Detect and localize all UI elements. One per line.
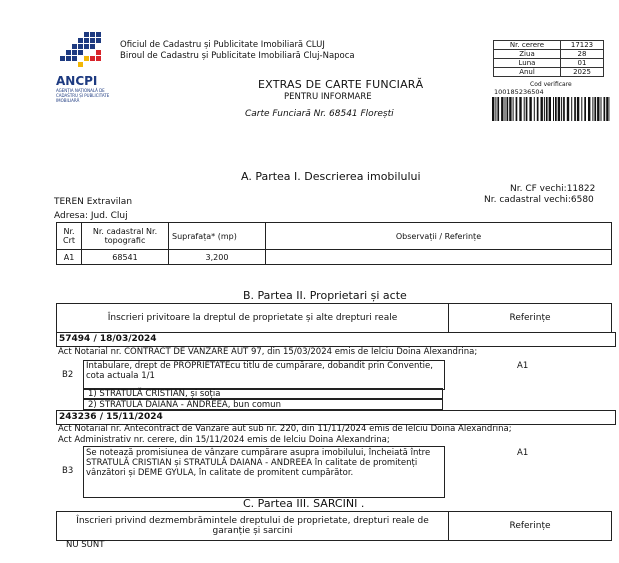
registration-1: 57494 / 18/03/2024 xyxy=(56,332,616,347)
table-row xyxy=(57,250,612,265)
barcode-icon xyxy=(492,97,610,121)
cf-line: Carte Funciară Nr. 68541 Florești xyxy=(245,109,394,119)
cell-crt: A1 xyxy=(57,250,82,265)
office-line-2: Biroul de Cadastru și Publicitate Imobiliară Cluj-Napoca xyxy=(120,51,355,61)
document-subtitle: PENTRU INFORMARE xyxy=(284,92,372,102)
cadastral-vechi: Nr. cadastral vechi:6580 xyxy=(484,195,594,205)
cell-cad: 68541 xyxy=(82,250,169,265)
entry-b3-ref: A1 xyxy=(517,448,529,458)
verification-code-value: 100185236504 xyxy=(494,88,544,96)
cell-suprafata: 3,200 xyxy=(169,250,266,265)
request-value: 01 xyxy=(561,59,604,68)
entry-b2-label: B2 xyxy=(62,370,74,380)
act-1: Act Notarial nr. CONTRACT DE VANZARE AUT 97, din 15/03/2024 emis de Ielciu Doina Alexandrina; xyxy=(58,347,478,357)
cf-vechi: Nr. CF vechi:11822 xyxy=(510,184,596,194)
entry-b3-label: B3 xyxy=(62,466,74,476)
act-2: Act Notarial nr. Antecontract de Vanzare aut sub nr. 220, din 11/11/2024 emis de Ielciu Doina Alexandrina; xyxy=(58,424,512,434)
col-referinte: Referințe xyxy=(449,304,612,333)
logo-text: ANCPI xyxy=(56,74,98,88)
request-info-table xyxy=(493,40,604,77)
sarcini-header-table xyxy=(56,511,612,541)
col-inscrieri: Înscrieri privitoare la dreptul de proprietate și alte drepturi reale xyxy=(57,304,449,333)
teren-type: TEREN Extravilan xyxy=(54,197,133,207)
section-b-heading: B. Partea II. Proprietari și acte xyxy=(243,289,407,302)
col-nr-cadastral: Nr. cadastral Nr. topografic xyxy=(82,223,169,250)
logo-subtext: AGENȚIA NAȚIONALĂ DE CADASTRU ȘI PUBLICITATE IMOBILIARĂ xyxy=(56,88,110,103)
request-value: 2025 xyxy=(561,68,604,77)
office-line-1: Oficiul de Cadastru și Publicitate Imobiliară CLUJ xyxy=(120,40,325,50)
verification-code-label: Cod verificare xyxy=(530,81,572,88)
request-row xyxy=(494,68,604,77)
property-table xyxy=(56,222,612,265)
col-suprafata: Suprafața* (mp) xyxy=(169,223,266,250)
sarcini-none: NU SUNT xyxy=(66,540,105,550)
request-key: Ziua xyxy=(494,50,561,59)
request-key: Nr. cerere xyxy=(494,41,561,50)
document-title: EXTRAS DE CARTE FUNCIARĂ xyxy=(258,78,424,91)
col-observatii: Observații / Referințe xyxy=(266,223,612,250)
registration-2: 243236 / 15/11/2024 xyxy=(56,410,616,425)
request-key: Anul xyxy=(494,68,561,77)
request-value: 28 xyxy=(561,50,604,59)
col-referinte-c: Referințe xyxy=(449,512,612,541)
col-nr-crt: Nr. Crt xyxy=(57,223,82,250)
adresa: Adresa: Jud. Cluj xyxy=(54,211,128,221)
owner-1: 1) STRATULĂ CRISTIAN, și soția xyxy=(83,388,443,399)
entry-b2-text: Intabulare, drept de PROPRIETATEcu titlu de cumpărare, dobandit prin Conventie, cota actuala 1/1 xyxy=(86,361,433,381)
section-c-heading: C. Partea III. SARCINI . xyxy=(243,497,365,510)
entry-b2-ref: A1 xyxy=(517,361,529,371)
entry-b3-text: Se notează promisiunea de vânzare cumpărare asupra imobilului, încheiată între STRATULĂ CRISTIAN și STRATULĂ DAIANA - ANDREEA în calitate de promitenți vânzători și DEME GYULA, în calitate de promitent cumpărător. xyxy=(86,448,431,478)
request-row xyxy=(494,50,604,59)
owners-header-table xyxy=(56,303,612,333)
request-row xyxy=(494,41,604,50)
act-3: Act Administrativ nr. cerere, din 15/11/2024 emis de Ielciu Doina Alexandrina; xyxy=(58,435,390,445)
owner-2: 2) STRATULĂ DAIANA - ANDREEA, bun comun xyxy=(83,399,443,410)
request-key: Luna xyxy=(494,59,561,68)
section-a-heading: A. Partea I. Descrierea imobilului xyxy=(241,170,421,183)
request-value: 17123 xyxy=(561,41,604,50)
cell-observatii xyxy=(266,250,612,265)
request-row xyxy=(494,59,604,68)
col-sarcini: Înscrieri privind dezmembrămintele dreptului de proprietate, drepturi reale de garanție și sarcini xyxy=(57,512,449,541)
